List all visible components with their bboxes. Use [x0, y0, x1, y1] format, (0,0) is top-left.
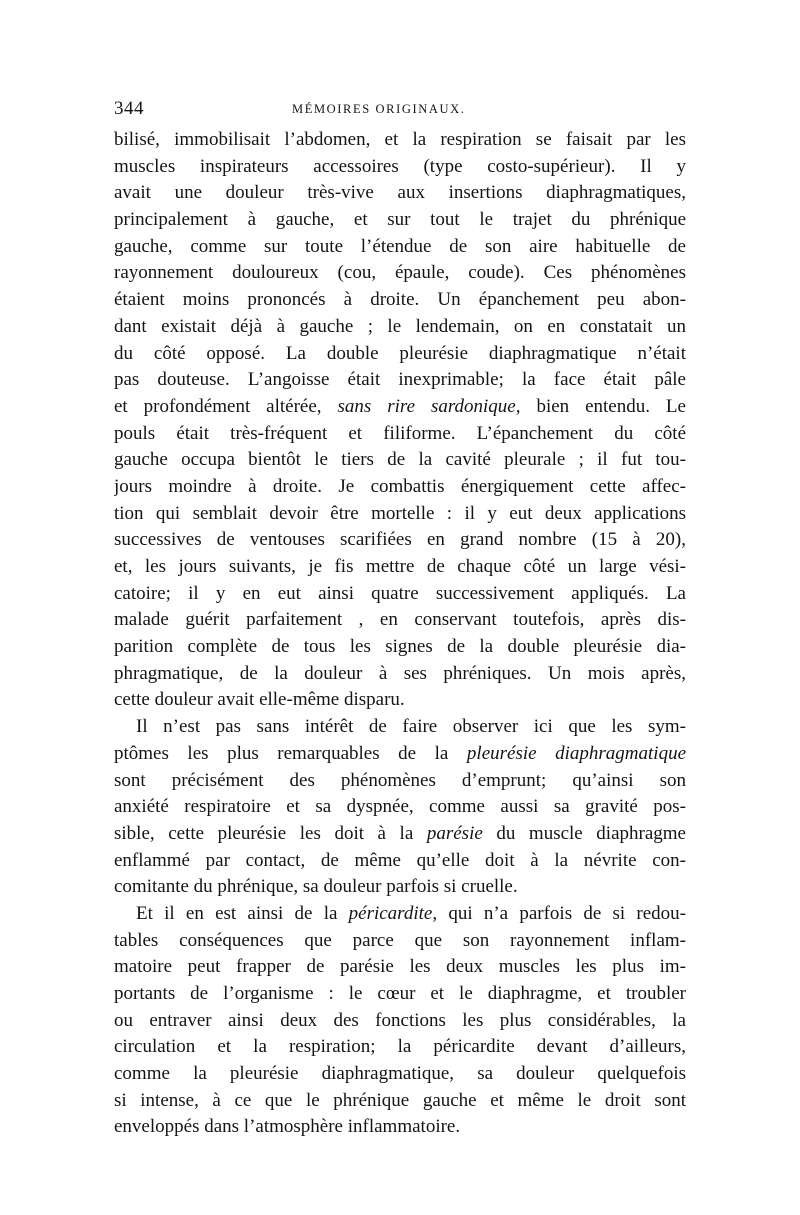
text-line: étaient moins prononcés à droite. Un épanchement peu abon-: [114, 289, 686, 311]
text-line: catoire; il y en eut ainsi quatre successivement appliqués. La: [114, 582, 686, 604]
text-line: bilisé, immobilisait l’abdomen, et la respiration se faisait par les: [114, 129, 686, 150]
text-line: anxiété respiratoire et sa dyspnée, comme aussi sa gravité pos-: [114, 796, 686, 818]
text-run: Et il en est ainsi de la: [136, 902, 349, 924]
text-line: du côté opposé. La double pleurésie diaphragmatique n’était: [114, 342, 686, 364]
text-line: circulation et la respiration; la péricardite devant d’ailleurs,: [114, 1036, 686, 1058]
text-line: et, les jours suivants, je fis mettre de chaque côté un large vési-: [114, 556, 686, 577]
running-title: MÉMOIRES ORIGINAUX.: [292, 102, 466, 116]
italic-phrase: sans rire sardonique,: [337, 395, 521, 417]
text-line: avait une douleur très-vive aux insertions diaphragmatiques,: [114, 182, 686, 204]
italic-phrase: péricardite,: [348, 902, 438, 924]
text-run: bien entendu. Le: [520, 395, 686, 417]
text-run: et profondément altérée,: [114, 395, 338, 417]
text-line: tables conséquences que parce que son rayonnement inflam-: [114, 929, 686, 951]
text-run: qui n’a parfois de si redou-: [437, 902, 686, 924]
text-line: ou entraver ainsi deux des fonctions les plus considérables, la: [114, 1009, 686, 1031]
text-line: si intense, à ce que le phrénique gauche et même le droit sont: [114, 1089, 686, 1111]
text-line: [114, 394, 686, 421]
text-run: Il n’est pas sans intérêt de faire observer ici que les sym-: [136, 716, 686, 738]
text-line: comitante du phrénique, sa douleur parfois si cruelle.: [114, 876, 518, 898]
text-line: pouls était très-fréquent et filiforme. L’épanchement du côté: [114, 422, 686, 444]
text-line: enflammé par contact, de même qu’elle doit à la névrite con-: [114, 849, 686, 871]
page-number: 344: [114, 98, 144, 119]
text-line: portants de l’organisme : le cœur et le diaphragme, et troubler: [114, 983, 686, 1004]
text-line: parition complète de tous les signes de la double pleurésie dia-: [114, 636, 686, 658]
text-line: dant existait déjà à gauche ; le lendemain, on en constatait un: [114, 315, 686, 337]
paragraph-start-line: [114, 714, 686, 741]
body-text: [114, 127, 686, 1141]
text-line: principalement à gauche, et sur tout le trajet du phrénique: [114, 209, 686, 231]
text-line: phragmatique, de la douleur à ses phréniques. Un mois après,: [114, 662, 686, 684]
text-run: du muscle diaphragme: [482, 822, 686, 844]
text-line: rayonnement douloureux (cou, épaule, coude). Ces phénomènes: [114, 262, 686, 284]
text-run: sible, cette pleurésie les doit à la: [114, 822, 427, 844]
text-run: ptômes les plus remarquables de la: [114, 742, 467, 764]
text-line: jours moindre à droite. Je combattis énergiquement cette affec-: [114, 475, 686, 497]
text-line: [114, 821, 686, 848]
text-line: gauche occupa bientôt le tiers de la cavité pleurale ; il fut tou-: [114, 449, 686, 471]
text-line: gauche, comme sur toute l’étendue de son aire habituelle de: [114, 235, 686, 257]
text-line: matoire peut frapper de parésie les deux muscles les plus im-: [114, 956, 686, 978]
italic-phrase: parésie: [426, 822, 483, 844]
text-line: malade guérit parfaitement , en conservant toutefois, après dis-: [114, 609, 686, 631]
text-line: cette douleur avait elle-même disparu.: [114, 689, 405, 711]
text-line: comme la pleurésie diaphragmatique, sa douleur quelquefois: [114, 1063, 686, 1085]
text-line: [114, 741, 686, 768]
text-line: muscles inspirateurs accessoires (type costo-supérieur). Il y: [114, 155, 686, 177]
running-head: [114, 98, 686, 124]
text-line: enveloppés dans l’atmosphère inflammatoire.: [114, 1116, 461, 1138]
paragraph-start-line: [114, 901, 686, 928]
text-line: tion qui semblait devoir être mortelle : il y eut deux applications: [114, 502, 686, 524]
text-line: pas douteuse. L’angoisse était inexprimable; la face était pâle: [114, 369, 686, 391]
text-line: successives de ventouses scarifiées en grand nombre (15 à 20),: [114, 529, 686, 551]
text-line: sont précisément des phénomènes d’emprunt; qu’ainsi son: [114, 769, 686, 791]
italic-phrase: pleurésie diaphragmatique: [466, 742, 686, 764]
